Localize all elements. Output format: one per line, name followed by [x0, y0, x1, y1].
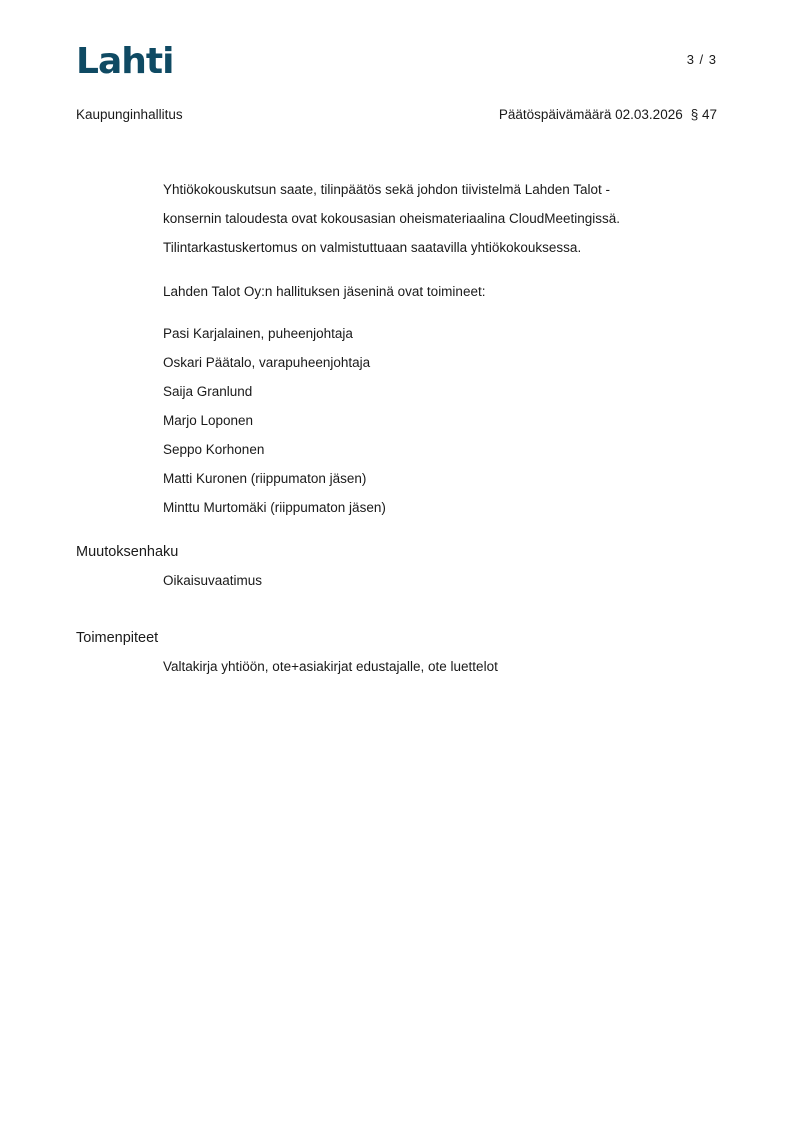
appeal-text: Oikaisuvaatimus [163, 573, 263, 588]
board-member: Minttu Murtomäki (riippumaton jäsen) [163, 500, 386, 515]
board-member: Matti Kuronen (riippumaton jäsen) [163, 471, 367, 486]
actions-heading: Toimenpiteet [76, 630, 159, 646]
decision-date: Päätöspäivämäärä 02.03.2026 [498, 107, 683, 122]
board-members-list [163, 319, 723, 522]
lahti-logo: Lahti [76, 41, 174, 82]
decision-date-header [499, 107, 717, 122]
intro-line: Tilintarkastuskertomus on valmistuttuaan saatavilla yhtiökokouksessa. [163, 240, 582, 255]
board-member: Pasi Karjalainen, puheenjohtaja [163, 326, 353, 341]
appeal-heading: Muutoksenhaku [76, 544, 179, 560]
board-member: Marjo Loponen [163, 413, 254, 428]
intro-paragraph [163, 175, 723, 262]
intro-line: Yhtiökokouskutsun saate, tilinpäätös sekä johdon tiivistelmä Lahden Talot - [163, 182, 611, 197]
board-members-heading-text: Lahden Talot Oy:n hallituksen jäseninä ovat toimineet: [163, 284, 486, 299]
board-member: Oskari Päätalo, varapuheenjohtaja [163, 355, 371, 370]
board-members-heading [163, 277, 723, 306]
paragraph-number: § 47 [690, 107, 717, 122]
page-number: 3 / 3 [686, 52, 717, 67]
board-member: Saija Granlund [163, 384, 253, 399]
intro-line: konsernin taloudesta ovat kokousasian oheismateriaalina CloudMeetingissä. [163, 211, 621, 226]
board-member: Seppo Korhonen [163, 442, 265, 457]
organization-name: Kaupunginhallitus [76, 107, 183, 122]
actions-text: Valtakirja yhtiöön, ote+asiakirjat edustajalle, ote luettelot [163, 659, 498, 674]
